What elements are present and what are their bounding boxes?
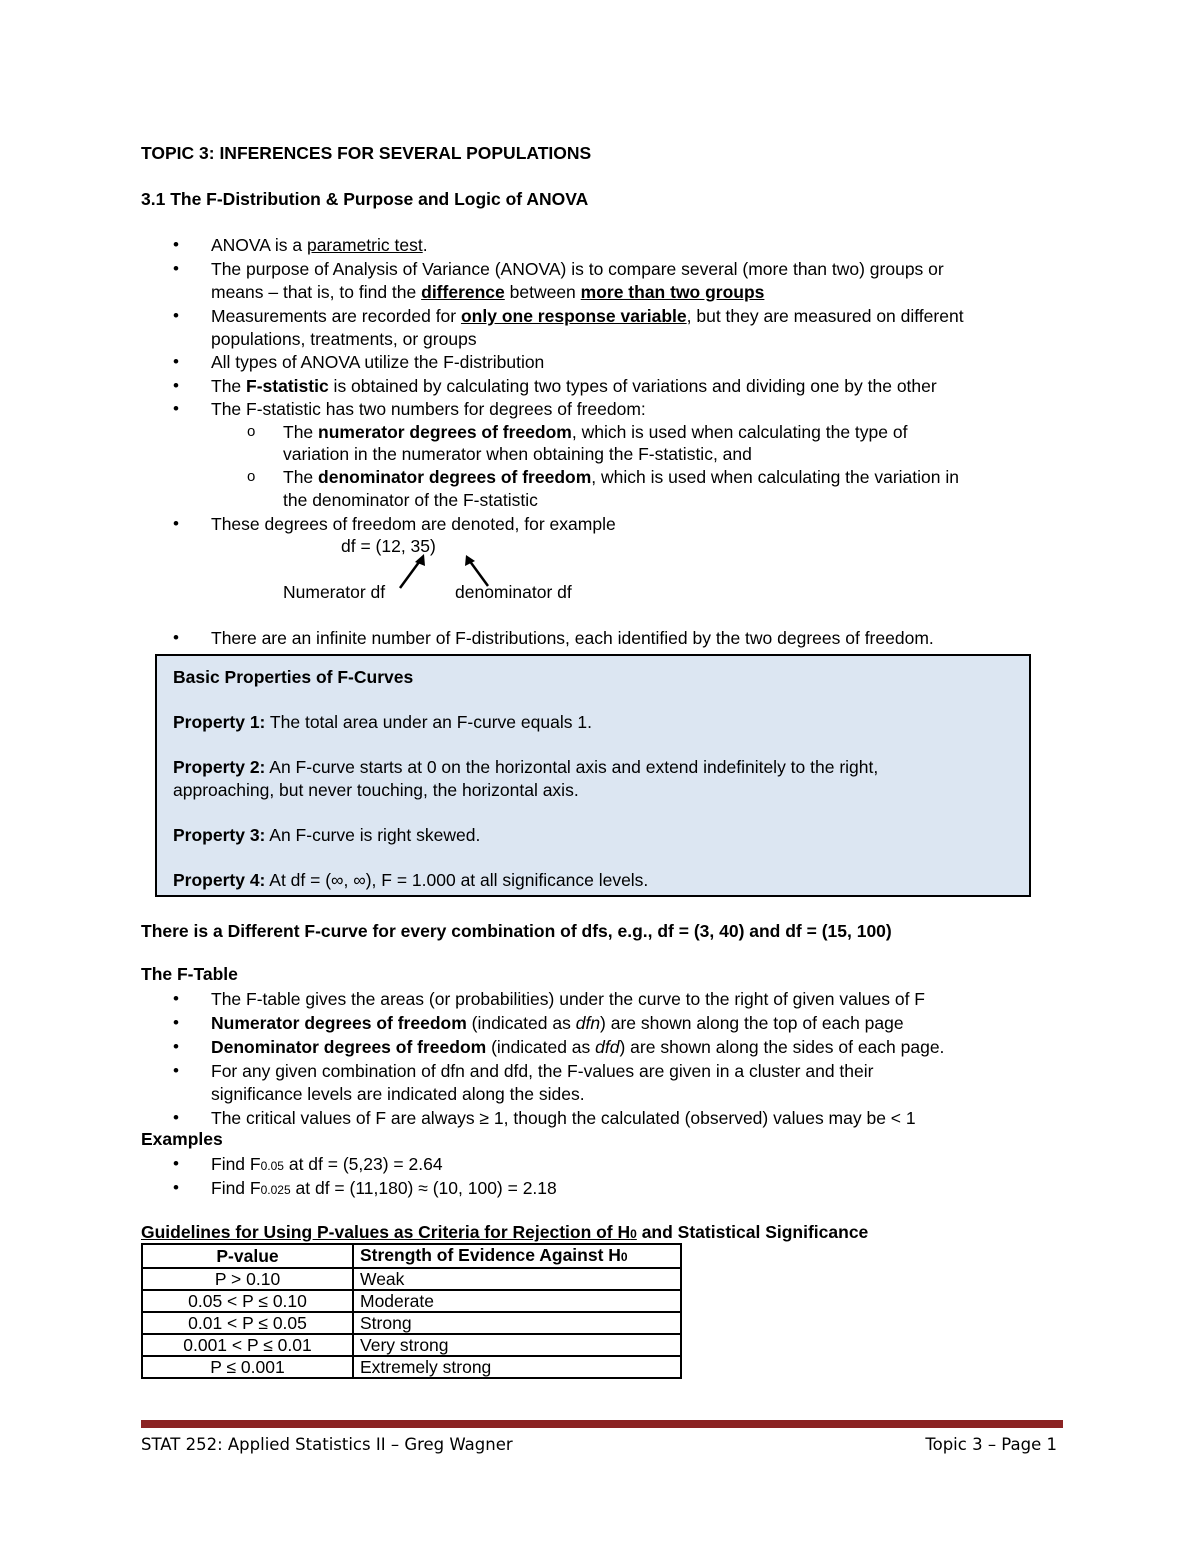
sub-list-item: o The numerator degrees of freedom, which is used when calculating the type of <box>283 421 907 443</box>
different-f-curve-statement: There is a Different F-curve for every combination of dfs, e.g., df = (3, 40) and df = (15, 100) <box>141 921 892 941</box>
table-row <box>142 1290 681 1312</box>
page-title: TOPIC 3: INFERENCES FOR SEVERAL POPULATIONS <box>141 143 592 163</box>
table-row <box>142 1356 681 1378</box>
list-item: • These degrees of freedom are denoted, for example <box>211 513 616 535</box>
footer-page-number: Topic 3 – Page 1 <box>925 1435 1057 1454</box>
p-value-cell: 0.001 < P ≤ 0.01 <box>142 1334 353 1356</box>
list-item: • There are an infinite number of F-distributions, each identified by the two degrees of freedom. <box>211 627 934 649</box>
property-2-cont: approaching, but never touching, the horizontal axis. <box>173 780 579 800</box>
property-2: Property 2: An F-curve starts at 0 on the horizontal axis and extend indefinitely to the right, <box>173 757 879 777</box>
f-table-heading: The F-Table <box>141 964 238 984</box>
list-item: • For any given combination of dfn and dfd, the F-values are given in a cluster and their <box>211 1060 873 1082</box>
p-value-guidelines-table <box>141 1243 682 1379</box>
table-header-row <box>142 1244 681 1268</box>
list-item-cont: significance levels are indicated along the sides. <box>211 1084 585 1104</box>
column-header-strength: Strength of Evidence Against H0 <box>353 1244 681 1268</box>
table-row <box>142 1312 681 1334</box>
property-3: Property 3: An F-curve is right skewed. <box>173 825 481 845</box>
example-item: • Find F0.025 at df = (11,180) ≈ (10, 100) = 2.18 <box>211 1177 557 1201</box>
p-value-cell: P ≤ 0.001 <box>142 1356 353 1378</box>
strength-cell: Moderate <box>353 1290 681 1312</box>
strength-cell: Weak <box>353 1268 681 1290</box>
list-item: • ANOVA is a parametric test. <box>211 234 428 256</box>
table-row <box>142 1268 681 1290</box>
sub-list-item: o The denominator degrees of freedom, which is used when calculating the variation in <box>283 466 959 488</box>
list-item: • Numerator degrees of freedom (indicated as dfn) are shown along the top of each page <box>211 1012 904 1034</box>
strength-cell: Extremely strong <box>353 1356 681 1378</box>
numerator-df-label: Numerator df <box>283 582 386 602</box>
sub-list-item-cont: variation in the numerator when obtaining the F-statistic, and <box>283 444 752 464</box>
guidelines-heading: Guidelines for Using P-values as Criteria for Rejection of H0 and Statistical Significance <box>141 1222 869 1242</box>
sub-list-item-cont: the denominator of the F-statistic <box>283 490 538 510</box>
list-item: • All types of ANOVA utilize the F-distribution <box>211 351 544 373</box>
footer-divider <box>141 1420 1063 1428</box>
list-item-cont: means – that is, to find the difference between more than two groups <box>211 282 765 302</box>
column-header-p-value: P-value <box>142 1244 353 1268</box>
p-value-cell: 0.01 < P ≤ 0.05 <box>142 1312 353 1334</box>
example-item: • Find F0.05 at df = (5,23) = 2.64 <box>211 1153 443 1177</box>
examples-heading: Examples <box>141 1129 223 1149</box>
table-row <box>142 1334 681 1356</box>
strength-cell: Very strong <box>353 1334 681 1356</box>
p-value-cell: P > 0.10 <box>142 1268 353 1290</box>
section-heading: 3.1 The F-Distribution & Purpose and Logic of ANOVA <box>141 189 589 209</box>
property-4: Property 4: At df = (∞, ∞), F = 1.000 at all significance levels. <box>173 870 649 890</box>
list-item-cont: populations, treatments, or groups <box>211 329 477 349</box>
f-curve-properties-box <box>155 654 1031 897</box>
box-heading: Basic Properties of F-Curves <box>173 667 414 687</box>
list-item: • The F-statistic has two numbers for degrees of freedom: <box>211 398 646 420</box>
list-item: • Measurements are recorded for only one response variable, but they are measured on different <box>211 305 964 327</box>
p-value-cell: 0.05 < P ≤ 0.10 <box>142 1290 353 1312</box>
df-example: df = (12, 35) <box>341 536 436 556</box>
list-item: • Denominator degrees of freedom (indicated as dfd) are shown along the sides of each page. <box>211 1036 944 1058</box>
denominator-df-label: denominator df <box>455 582 572 602</box>
list-item: • The purpose of Analysis of Variance (ANOVA) is to compare several (more than two) groups or <box>211 258 944 280</box>
list-item: • The F-table gives the areas (or probabilities) under the curve to the right of given values of F <box>211 988 925 1010</box>
property-1: Property 1: The total area under an F-curve equals 1. <box>173 712 592 732</box>
strength-cell: Strong <box>353 1312 681 1334</box>
list-item: • The F-statistic is obtained by calculating two types of variations and dividing one by the other <box>211 375 937 397</box>
footer-course: STAT 252: Applied Statistics II – Greg Wagner <box>141 1435 513 1454</box>
list-item: • The critical values of F are always ≥ 1, though the calculated (observed) values may be < 1 <box>211 1107 916 1129</box>
